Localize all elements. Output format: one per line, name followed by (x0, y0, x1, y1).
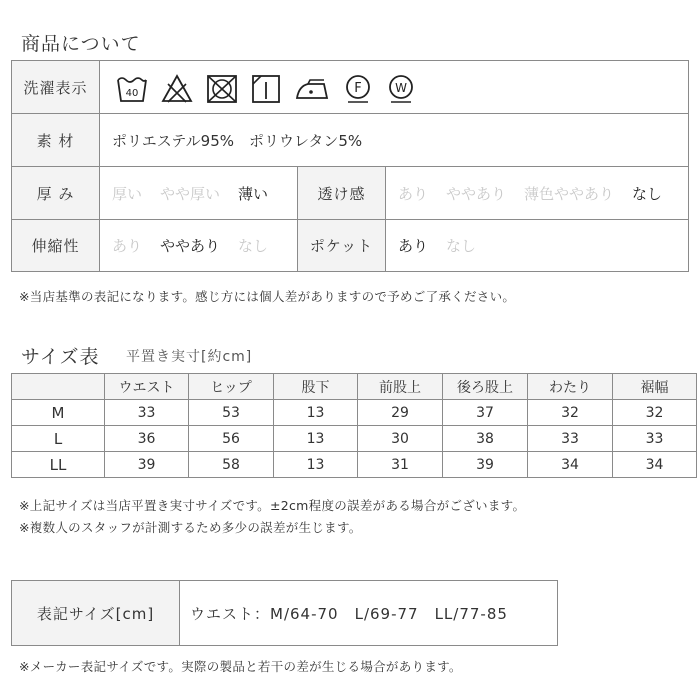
size-value-cell: 32 (613, 400, 697, 426)
size-header-cell: 股下 (274, 374, 358, 400)
wet-clean-w-icon (386, 74, 416, 104)
size-value-cell: 29 (358, 400, 443, 426)
size-value-cell: 34 (528, 452, 613, 478)
size-header-cell: ウエスト (105, 374, 189, 400)
size-value-cell: 33 (613, 426, 697, 452)
size-value-cell: 36 (105, 426, 189, 452)
size-header-cell: ヒップ (189, 374, 274, 400)
pocket-label: ポケット (297, 220, 386, 271)
size-name-cell: LL (12, 452, 105, 478)
no-bleach-icon (161, 74, 193, 104)
size-table-header-row (12, 374, 697, 400)
dry-clean-f-icon (343, 74, 373, 104)
size-table-subtitle: 平置き実寸[約cm] (126, 349, 253, 365)
size-header-cell: 裾幅 (613, 374, 697, 400)
thickness-option: やや厚い (160, 184, 221, 203)
table-row (12, 452, 697, 478)
size-value-cell: 39 (105, 452, 189, 478)
wash-40-icon (116, 74, 148, 104)
size-header-cell: わたり (528, 374, 613, 400)
thickness-options (112, 167, 286, 219)
product-info-table (11, 60, 689, 272)
size-header-cell: 前股上 (358, 374, 443, 400)
table-row (12, 426, 697, 452)
dry-clean-text: F (354, 81, 362, 96)
transparency-option: 薄色ややあり (524, 184, 615, 203)
table-row (12, 400, 697, 426)
label-size-label: 表記サイズ[cm] (12, 581, 180, 645)
wash-row (12, 61, 688, 114)
stretch-label: 伸縮性 (12, 220, 100, 271)
size-value-cell: 30 (358, 426, 443, 452)
size-header-cell: 後ろ股上 (443, 374, 528, 400)
size-note-1: ※上記サイズは当店平置き実寸サイズです。±2cm程度の誤差がある場合がございます。 (19, 498, 526, 513)
wash-icons (116, 69, 416, 109)
size-header-cell (12, 374, 105, 400)
size-name-cell: L (12, 426, 105, 452)
transparency-option: あり (398, 184, 429, 203)
size-value-cell: 56 (189, 426, 274, 452)
label-size-note: ※メーカー表記サイズです。実際の製品と若干の差が生じる場合があります。 (19, 659, 462, 674)
transparency-options (398, 167, 680, 219)
material-value: ポリエステル95% ポリウレタン5% (112, 131, 363, 150)
transparency-option: ややあり (446, 184, 507, 203)
size-value-cell: 58 (189, 452, 274, 478)
stretch-option: あり (112, 237, 143, 255)
size-value-cell: 39 (443, 452, 528, 478)
size-table (11, 373, 697, 478)
stretch-row (12, 220, 688, 271)
size-value-cell: 31 (358, 452, 443, 478)
label-size-box (11, 580, 558, 646)
size-value-cell: 13 (274, 426, 358, 452)
pocket-option: あり (398, 237, 429, 255)
material-row (12, 114, 688, 167)
size-value-cell: 53 (189, 400, 274, 426)
thickness-row (12, 167, 688, 220)
material-label: 素 材 (12, 114, 100, 166)
pocket-option: なし (446, 237, 477, 255)
size-value-cell: 37 (443, 400, 528, 426)
size-value-cell: 33 (528, 426, 613, 452)
size-value-cell: 13 (274, 400, 358, 426)
wash-temp-text: 40 (125, 88, 139, 99)
size-table-title: サイズ表 (21, 346, 100, 368)
thickness-label: 厚 み (12, 167, 100, 219)
label-size-value: ウエスト：M/64-70 L/69-77 LL/77-85 (190, 604, 508, 623)
size-note-2: ※複数人のスタッフが計測するため多少の誤差が生じます。 (19, 520, 362, 535)
size-value-cell: 32 (528, 400, 613, 426)
iron-low-icon (294, 74, 330, 104)
stretch-option: ややあり (160, 237, 221, 255)
wash-label: 洗濯表示 (12, 61, 100, 113)
transparency-option: なし (632, 184, 663, 203)
size-value-cell: 38 (443, 426, 528, 452)
product-note: ※当店基準の表記になります。感じ方には個人差がありますので予めご了承ください。 (19, 289, 516, 304)
thickness-option: 厚い (112, 184, 143, 203)
stretch-option: なし (238, 237, 269, 255)
size-value-cell: 13 (274, 452, 358, 478)
no-tumble-dry-icon (206, 74, 238, 104)
size-value-cell: 34 (613, 452, 697, 478)
pocket-options (398, 220, 494, 271)
transparency-label: 透け感 (297, 167, 386, 219)
stretch-options (112, 220, 286, 271)
size-name-cell: M (12, 400, 105, 426)
size-value-cell: 33 (105, 400, 189, 426)
product-info-title: 商品について (21, 33, 141, 55)
line-dry-shade-icon (251, 74, 281, 104)
wet-clean-text: W (395, 81, 407, 95)
thickness-option: 薄い (238, 184, 269, 203)
